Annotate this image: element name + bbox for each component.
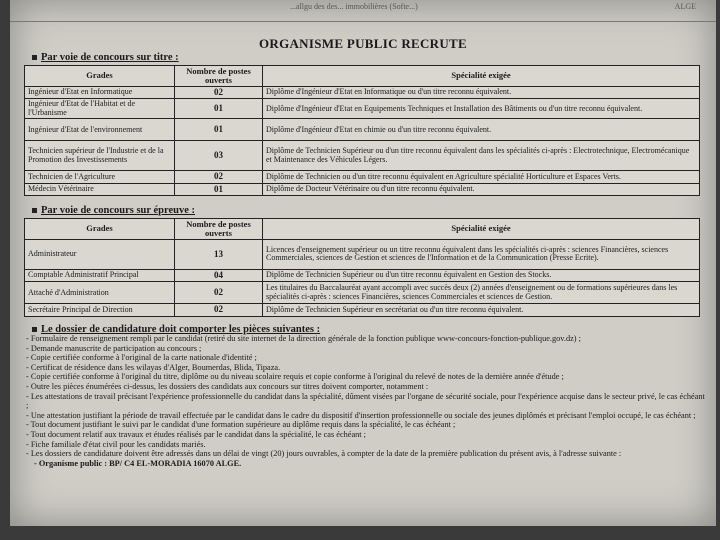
- table-row: [25, 282, 700, 304]
- table-row: [25, 269, 700, 281]
- grade-cell: Comptable Administratif Principal: [25, 269, 175, 281]
- header-postes: Nombre de postes ouverts: [175, 219, 263, 240]
- list-item: - Certificat de résidence dans les wilayas d'Alger, Boumerdas, Blida, Tipaza.: [26, 362, 281, 372]
- list-item: - Tout document justifiant le suivi par le candidat d'une formation supérieure au diplôme requis dans la spécialité, le cas échéant ;: [26, 420, 456, 430]
- list-item: - Les dossiers de candidature doivent être adressés dans un délai de vingt (20) jours ouvrables, à compter de la date de la première publication du présent avis, à l'adresse suivante :: [26, 449, 622, 459]
- spec-cell: Diplôme de Technicien ou d'un titre reconnu équivalent en Agriculture spécialité Horticulture et Espaces Verts.: [263, 171, 700, 183]
- section-title-titre: [32, 52, 179, 63]
- header-specialite: Spécialité exigée: [263, 66, 700, 87]
- dossier-list: [26, 334, 706, 468]
- list-item: - Demande manuscrite de participation au concours ;: [26, 343, 202, 353]
- grade-cell: Ingénieur d'Etat de l'environnement: [25, 119, 175, 141]
- spec-cell: Licences d'enseignement supérieur ou un titre reconnu équivalent dans les spécialités ci-après : sciences Financières, sciences Commerciales, sciences de Gestion et sciences de l'Information et de la Communication (Presse Ecrite).: [263, 239, 700, 269]
- address-line: - Organisme public : BP/ C4 EL-MORADIA 16070 ALGE.: [34, 458, 242, 468]
- header-grades: Grades: [25, 66, 175, 87]
- table-row: [25, 171, 700, 183]
- spec-cell: Diplôme de Technicien Supérieur ou d'un titre reconnu équivalent en Gestion des Stocks.: [263, 269, 700, 281]
- posts-cell: 01: [175, 99, 263, 119]
- grade-cell: Ingénieur d'Etat en Informatique: [25, 86, 175, 98]
- spec-cell: Diplôme de Docteur Vétérinaire ou d'un titre reconnu équivalent.: [263, 183, 700, 195]
- list-item: - Copie certifiée conforme à l'original du titre, diplôme ou du niveau scolaire requis et copie conforme à l'original du relevé de notes de la dernière année d'étude ;: [26, 372, 564, 382]
- list-item: - Outre les pièces énumérées ci-dessus, les dossiers des candidats aux concours sur titres doivent comporter, notamment :: [26, 381, 429, 391]
- posts-cell: 02: [175, 282, 263, 304]
- newspaper-sheet: [10, 0, 716, 526]
- grade-cell: Administrateur: [25, 239, 175, 269]
- posts-cell: 01: [175, 183, 263, 195]
- top-strip-right: ALGE: [674, 2, 696, 11]
- list-item: - Fiche familiale d'état civil pour les candidats mariés.: [26, 439, 206, 449]
- bullet-square-icon: [32, 55, 37, 60]
- table-row: [25, 86, 700, 98]
- top-strip: ...allgu des des... immobilières (Softe...): [10, 0, 716, 22]
- header-grades: Grades: [25, 219, 175, 240]
- posts-cell: 02: [175, 171, 263, 183]
- section-title-epreuve-text: Par voie de concours sur épreuve :: [41, 205, 195, 216]
- grade-cell: Ingénieur d'Etat de l'Habitat et de l'Urbanisme: [25, 99, 175, 119]
- table-row: [25, 304, 700, 316]
- table-concours-titre: [24, 65, 700, 196]
- grade-cell: Technicien supérieur de l'Industrie et de la Promotion des Investissements: [25, 141, 175, 171]
- posts-cell: 02: [175, 304, 263, 316]
- table-row: [25, 119, 700, 141]
- posts-cell: 04: [175, 269, 263, 281]
- spec-cell: Diplôme de Technicien Supérieur en secrétariat ou d'un titre reconnu équivalent.: [263, 304, 700, 316]
- spec-cell: Diplôme d'Ingénieur d'Etat en Informatique ou d'un titre reconnu équivalent.: [263, 86, 700, 98]
- list-item: - Les attestations de travail précisant l'expérience professionnelle du candidat dans la spécialité, dûment visées par l'organe de sécurité sociale, pour l'expérience acquise dans le secteur privé, le cas échéant ;: [26, 391, 705, 411]
- spec-cell: Diplôme d'Ingénieur d'Etat en Equipements Techniques et Installation des Bâtiments ou d'un titre reconnu équivalent.: [263, 99, 700, 119]
- bullet-square-icon: [32, 208, 37, 213]
- grade-cell: Attaché d'Administration: [25, 282, 175, 304]
- grade-cell: Médecin Vétérinaire: [25, 183, 175, 195]
- table-header-row: [25, 219, 700, 240]
- posts-cell: 01: [175, 119, 263, 141]
- page-title: ORGANISME PUBLIC RECRUTE: [258, 36, 467, 51]
- table-concours-epreuve: [24, 218, 700, 317]
- table-row: [25, 141, 700, 171]
- spec-cell: Diplôme de Technicien Supérieur ou d'un titre reconnu équivalent dans les spécialités ci-après : Electrotechnique, Electromécanique et Maintenance des Véhicules Légers.: [263, 141, 700, 171]
- list-item: - Tout document relatif aux travaux et études réalisés par le candidat dans la spécialité, le cas échéant ;: [26, 429, 366, 439]
- table-row: [25, 99, 700, 119]
- grade-cell: Secrétaire Principal de Direction: [25, 304, 175, 316]
- table-header-row: [25, 66, 700, 87]
- section-title-titre-text: Par voie de concours sur titre :: [41, 52, 179, 63]
- section-title-epreuve: [32, 205, 195, 216]
- grade-cell: Technicien de l'Agriculture: [25, 171, 175, 183]
- spec-cell: Diplôme d'Ingénieur d'Etat en chimie ou d'un titre reconnu équivalent.: [263, 119, 700, 141]
- header-postes: Nombre de postes ouverts: [175, 66, 263, 87]
- list-item: - Copie certifiée conforme à l'original de la carte nationale d'identité ;: [26, 353, 257, 363]
- table-row: [25, 183, 700, 195]
- table-row: [25, 239, 700, 269]
- posts-cell: 13: [175, 239, 263, 269]
- section-title-dossier-text: Le dossier de candidature doit comporter les pièces suivantes :: [41, 324, 321, 335]
- header-specialite: Spécialité exigée: [263, 219, 700, 240]
- posts-cell: 03: [175, 141, 263, 171]
- spec-cell: Les titulaires du Baccalauréat ayant accompli avec succès deux (2) années d'enseignement ou de formations supérieures dans les spécialités ci-après : sciences Financières, sciences Commerciales et sciences de Gestion.: [263, 282, 700, 304]
- list-item: - Une attestation justifiant la période de travail effectuée par le candidat dans le cadre du dispositif d'insertion professionnelle ou sociale des jeunes diplômés et précisant l'emploi occupé, le cas échéant ;: [26, 410, 696, 420]
- bullet-square-icon: [32, 327, 37, 332]
- posts-cell: 02: [175, 86, 263, 98]
- list-item: - Formulaire de renseignement rempli par le candidat (retiré du site internet de la direction générale de la fonction publique www-concours-fonction-publique.gov.dz) ;: [26, 334, 581, 343]
